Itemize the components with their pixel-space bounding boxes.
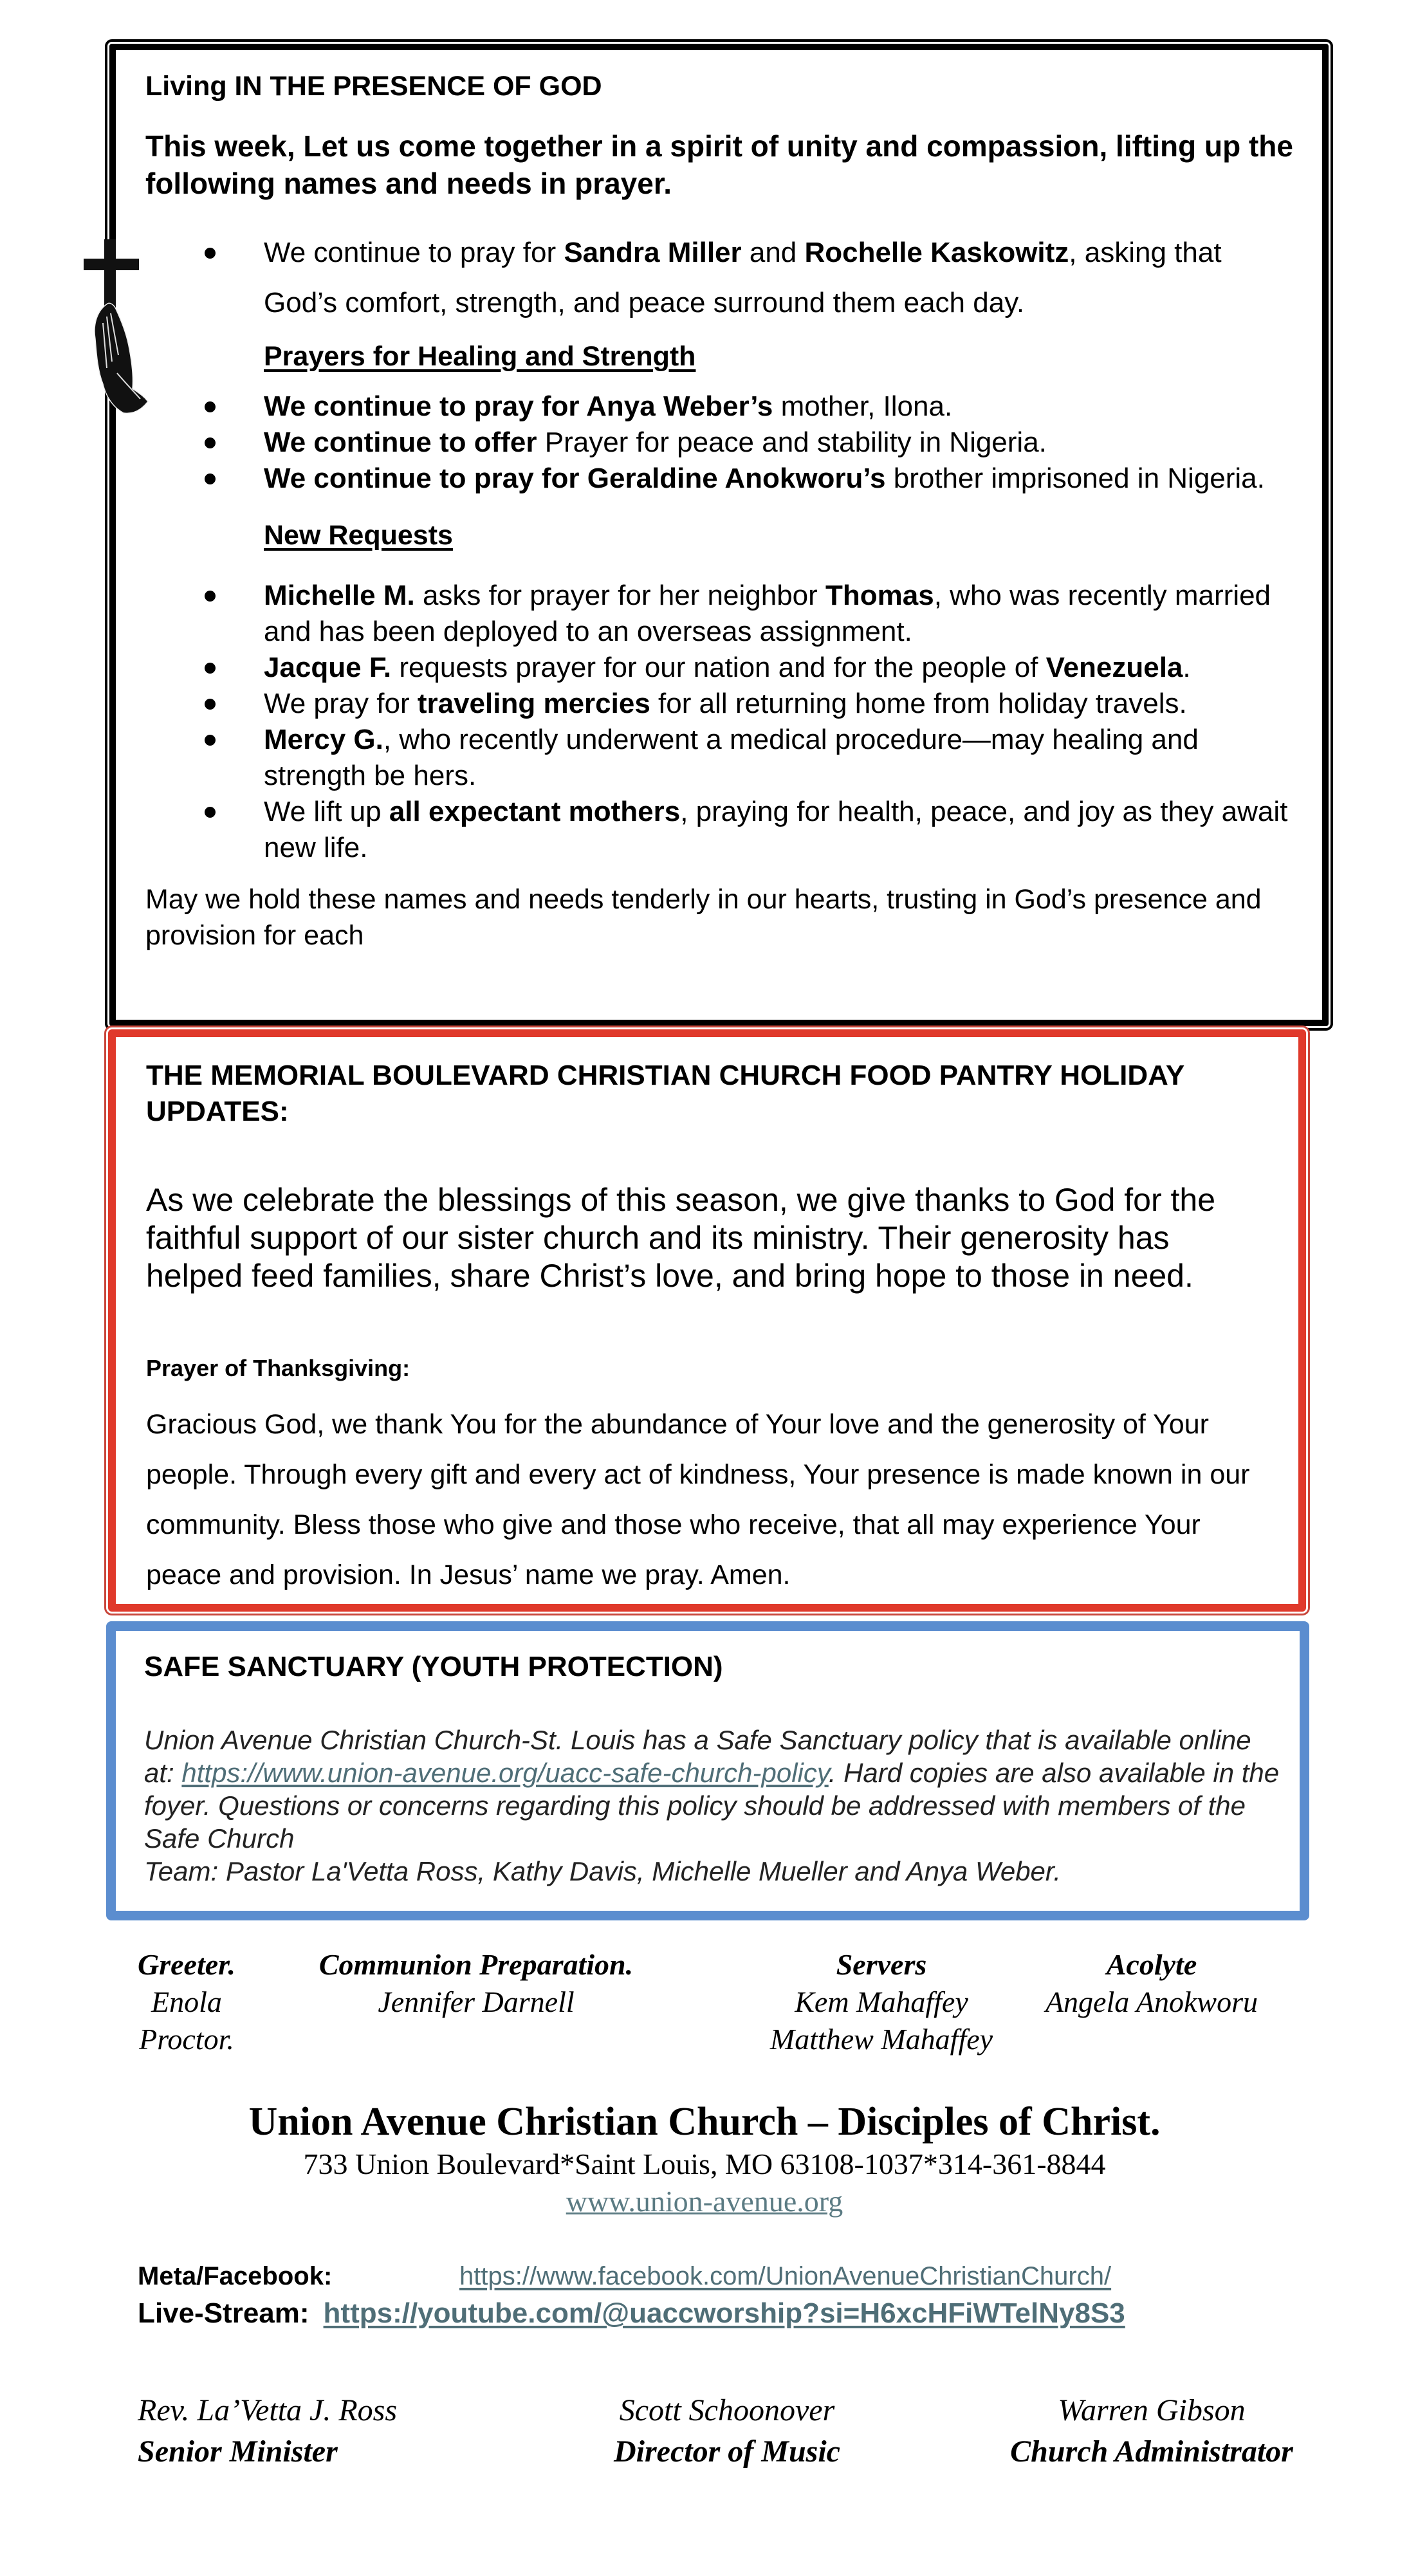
list-item: Mercy G., who recently underwent a medical procedure—may healing and strength be hers. <box>145 722 1296 794</box>
church-info <box>0 2097 1409 2221</box>
prayer-box-intro: This week, Let us come together in a spirit of unity and compassion, lifting up the following names and needs in prayer. <box>145 129 1293 200</box>
safe-sanctuary-title: SAFE SANCTUARY (YOUTH PROTECTION) <box>144 1651 723 1682</box>
prayer-list-box <box>109 44 1329 1026</box>
list-item: We continue to pray for Sandra Miller and Rochelle Kaskowitz, asking that God’s comfort, strength, and peace surround them each day. <box>145 228 1296 328</box>
thanksgiving-heading: Prayer of Thanksgiving: <box>146 1355 410 1381</box>
service-roles <box>103 1946 1312 2075</box>
live-stream-label: Live-Stream: <box>138 2297 309 2329</box>
list-item: We continue to pray for Geraldine Anokworu’s brother imprisoned in Nigeria. <box>145 461 1296 497</box>
prayer-name: Sandra Miller <box>564 237 742 268</box>
prayer-name: Rochelle Kaskowitz <box>804 237 1069 268</box>
safe-church-policy-link[interactable]: https://www.union-avenue.org/uacc-safe-church-policy <box>181 1758 829 1788</box>
live-stream-link[interactable]: https://youtube.com/@uaccworship?si=H6xcHFiWTelNy8S3 <box>323 2297 1125 2329</box>
facebook-link[interactable]: https://www.facebook.com/UnionAvenueChristianChurch/ <box>459 2262 1112 2290</box>
live-stream-row <box>138 2294 1296 2333</box>
role-communion-preparation: Communion Preparation. Jennifer Darnell <box>318 1948 634 2018</box>
prayer-box-title: Living IN THE PRESENCE OF GOD <box>145 71 602 102</box>
list-item: We continue to offer Prayer for peace and stability in Nigeria. <box>145 425 1296 461</box>
church-name: Union Avenue Christian Church – Disciples of Christ. <box>248 2100 1161 2144</box>
pantry-title: THE MEMORIAL BOULEVARD CHRISTIAN CHURCH FOOD PANTRY HOLIDAY UPDATES: <box>146 1060 1184 1127</box>
cross-praying-hands-icon <box>78 226 149 419</box>
church-website-link[interactable]: www.union-avenue.org <box>566 2185 843 2218</box>
safe-church-team: Team: Pastor La'Vetta Ross, Kathy Davis, Michelle Mueller and Anya Weber. <box>144 1856 1062 1886</box>
safe-sanctuary-body: Union Avenue Christian Church-St. Louis has a Safe Sanctuary policy that is available online at: https://www.union-avenue.org/uacc-safe-church-policy. Hard copies are also available in the foyer. Questions or concerns regarding this policy should be addressed with members of the Safe Church Team: Pastor La'Vetta Ross, Kathy Davis, Michelle Mueller and Anya Weber. <box>144 1725 1280 1886</box>
role-greeter: Greeter. Enola Proctor. <box>137 1948 235 2056</box>
role-servers: Servers Kem Mahaffey Matthew Mahaffey <box>769 1948 993 2056</box>
ongoing-prayer-list <box>145 228 1296 328</box>
food-pantry-box <box>108 1029 1306 1612</box>
healing-heading: Prayers for Healing and Strength <box>264 341 696 372</box>
safe-sanctuary-box <box>106 1621 1309 1920</box>
list-item: Michelle M. asks for prayer for her neighbor Thomas, who was recently married and has been deployed to an overseas assignment. <box>145 578 1296 650</box>
facebook-row <box>138 2258 1296 2294</box>
prayer-closing: May we hold these names and needs tenderly in our hearts, trusting in God’s presence and provision for each <box>145 884 1262 951</box>
staff-director-of-music: Scott Schoonover Director of Music <box>614 2393 840 2469</box>
role-acolyte: Acolyte Angela Anokworu <box>1045 1948 1258 2018</box>
staff-church-administrator: Warren Gibson Church Administrator <box>1010 2393 1293 2469</box>
list-item: Jacque F. requests prayer for our nation and for the people of Venezuela. <box>145 650 1296 686</box>
list-item: We lift up all expectant mothers, praying for health, peace, and joy as they await new life. <box>145 794 1296 866</box>
facebook-label: Meta/Facebook: <box>138 2262 333 2290</box>
staff-senior-minister: Rev. La’Vetta J. Ross Senior Minister <box>138 2393 398 2469</box>
list-item: We continue to pray for Anya Weber’s mother, Ilona. <box>145 389 1296 425</box>
pantry-body: As we celebrate the blessings of this season, we give thanks to God for the faithful support of our sister church and its ministry. Their generosity has helped feed families, share Christ’s love, and bring hope to those in need. <box>146 1182 1216 1294</box>
thanksgiving-prayer: Gracious God, we thank You for the abundance of Your love and the generosity of Your people. Through every gift and every act of kindness, Your presence is made known in our community. Bless those who give and those who receive, that all may experience Your peace and provision. In Jesus’ name we pray. Amen. <box>146 1409 1250 1590</box>
new-requests-heading: New Requests <box>264 520 453 551</box>
staff-signatures <box>103 2390 1312 2493</box>
church-address: 733 Union Boulevard*Saint Louis, MO 63108-1037*314-361-8844 <box>303 2148 1106 2180</box>
new-requests-list <box>145 578 1296 866</box>
healing-list <box>145 389 1296 497</box>
social-links <box>138 2258 1296 2333</box>
list-item: We pray for traveling mercies for all returning home from holiday travels. <box>145 686 1296 722</box>
